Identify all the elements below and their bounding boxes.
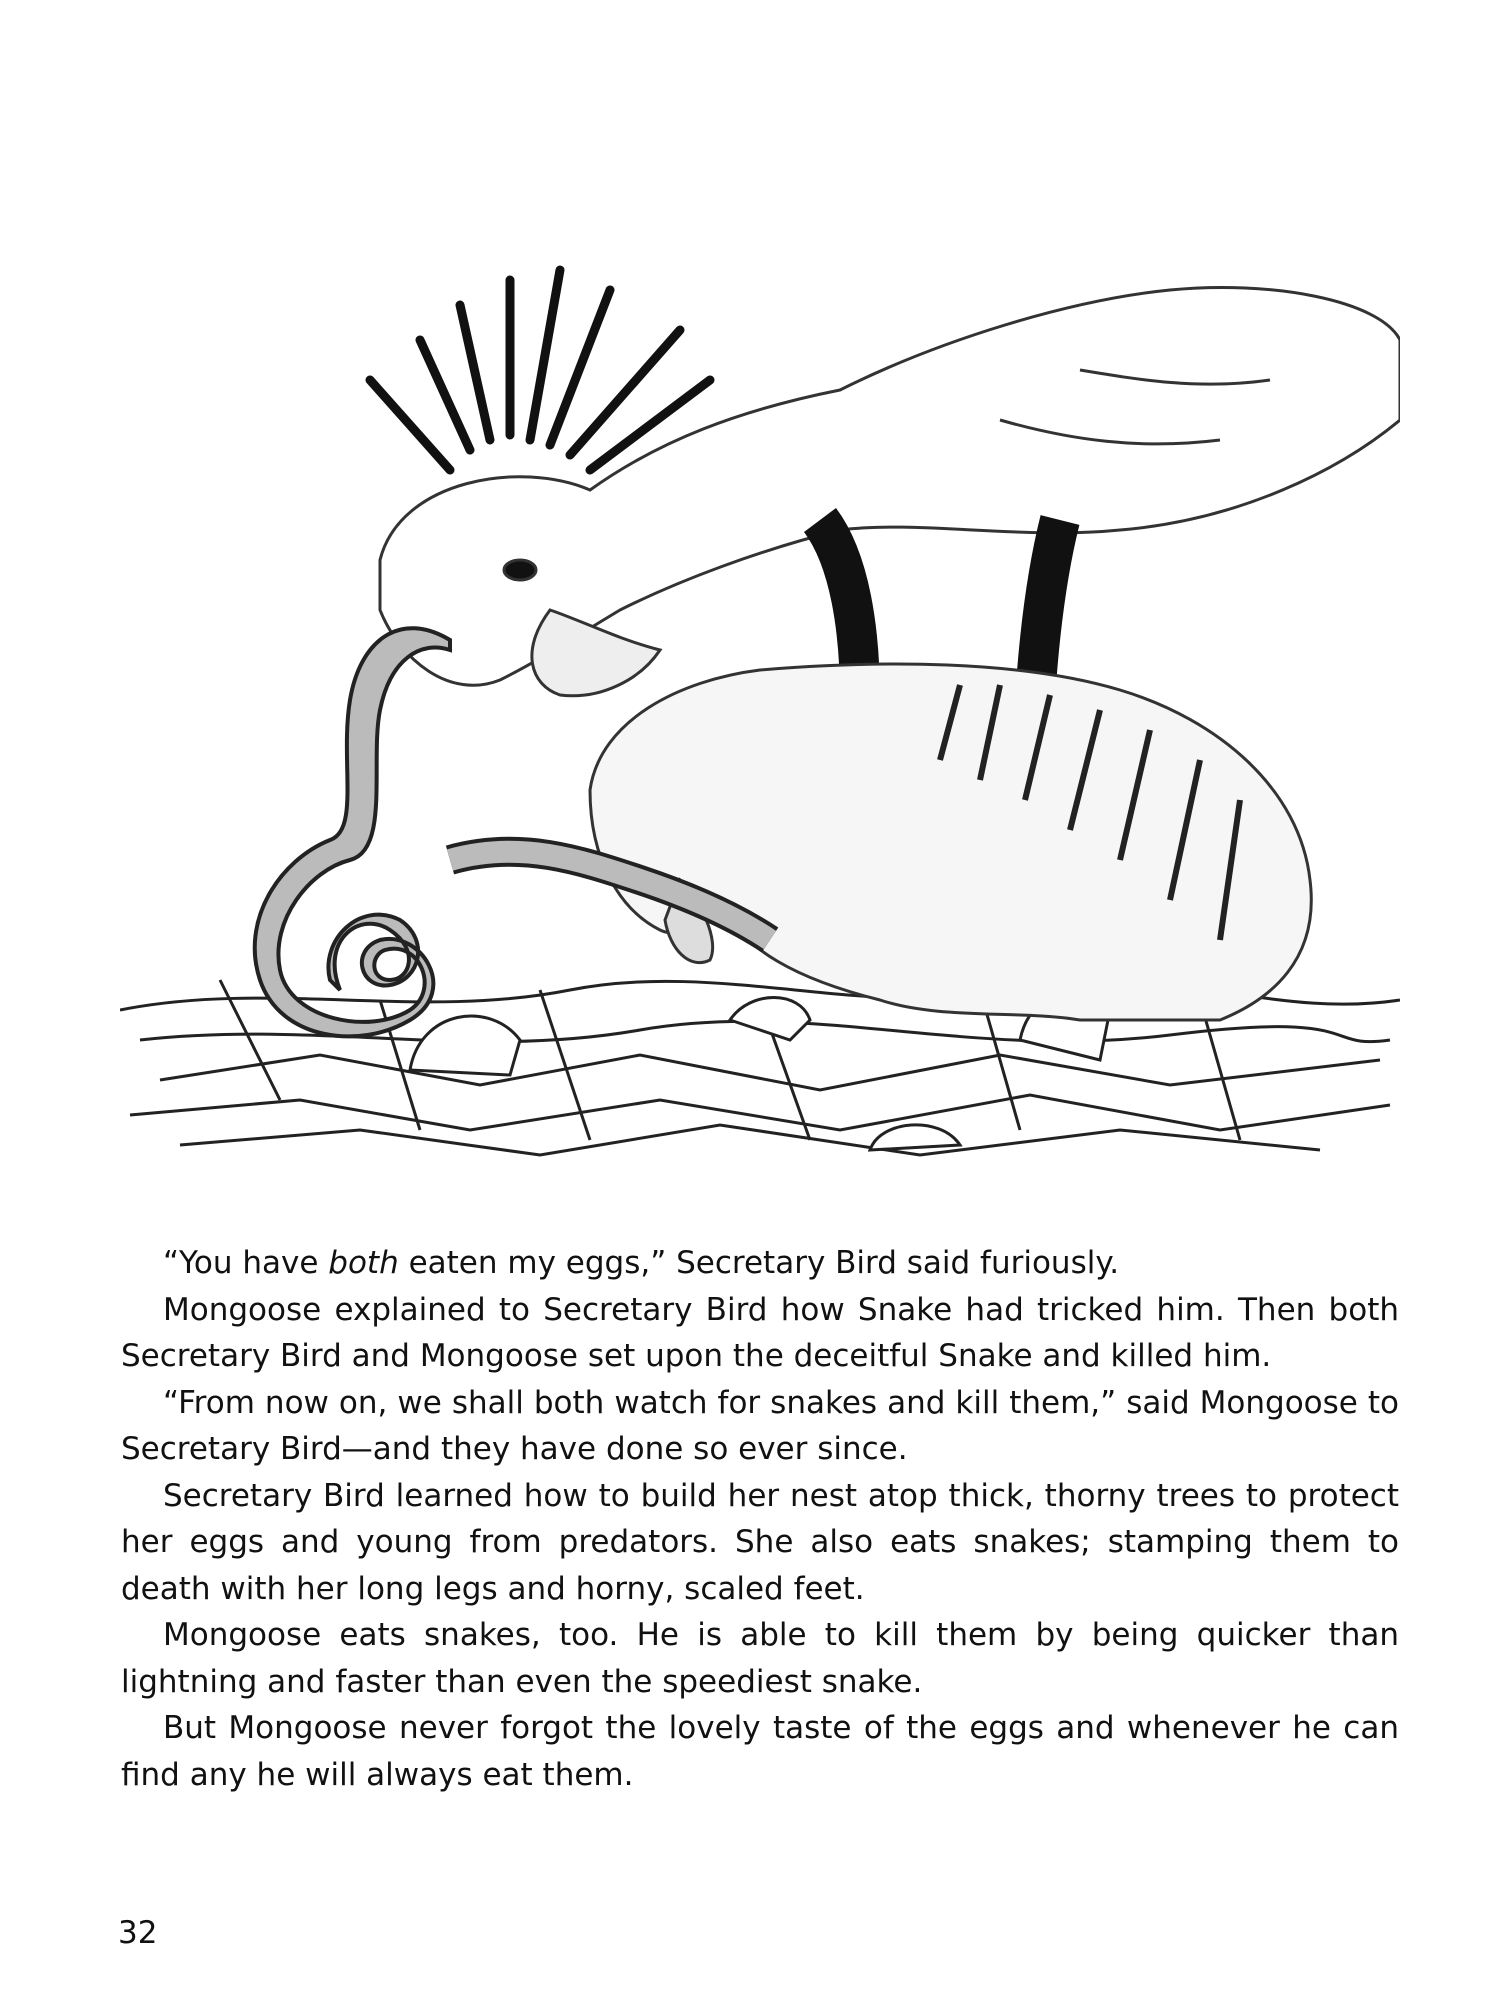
paragraph (121, 1240, 1399, 1287)
paragraph: Mongoose eats snakes, too. He is able to kill them by being quicker than lightning and faster than even the speediest snake. (121, 1617, 1399, 1700)
paragraph: Mongoose explained to Secretary Bird how Snake had tricked him. Then both Secretary Bird and Mongoose set upon the deceitful Snake and killed him. (121, 1291, 1399, 1374)
paragraph-text: eaten my eggs,” Secretary Bird said furiously. (398, 1245, 1120, 1281)
paragraph-text: “You have (163, 1245, 329, 1281)
paragraph: Secretary Bird learned how to build her nest atop thick, thorny trees to protect her eggs and young from predators. She also eats snakes; stamping them to death with her long legs and horny, scaled feet. (121, 1477, 1399, 1607)
story-text (121, 1240, 1399, 1798)
emphasis-text: both (328, 1245, 399, 1281)
paragraph: But Mongoose never forgot the lovely taste of the eggs and whenever he can find any he will always eat them. (121, 1710, 1399, 1793)
bird-crest (370, 270, 710, 470)
secretary-bird (380, 287, 1400, 700)
paragraph: “From now on, we shall both watch for snakes and kill them,” said Mongoose to Secretary Bird—and they have done so ever since. (121, 1384, 1399, 1467)
page-number: 32 (118, 1915, 158, 1951)
egg-shells (410, 993, 1110, 1150)
illustration-secretary-bird-mongoose-snake (120, 140, 1400, 1165)
mongoose (590, 664, 1311, 1020)
